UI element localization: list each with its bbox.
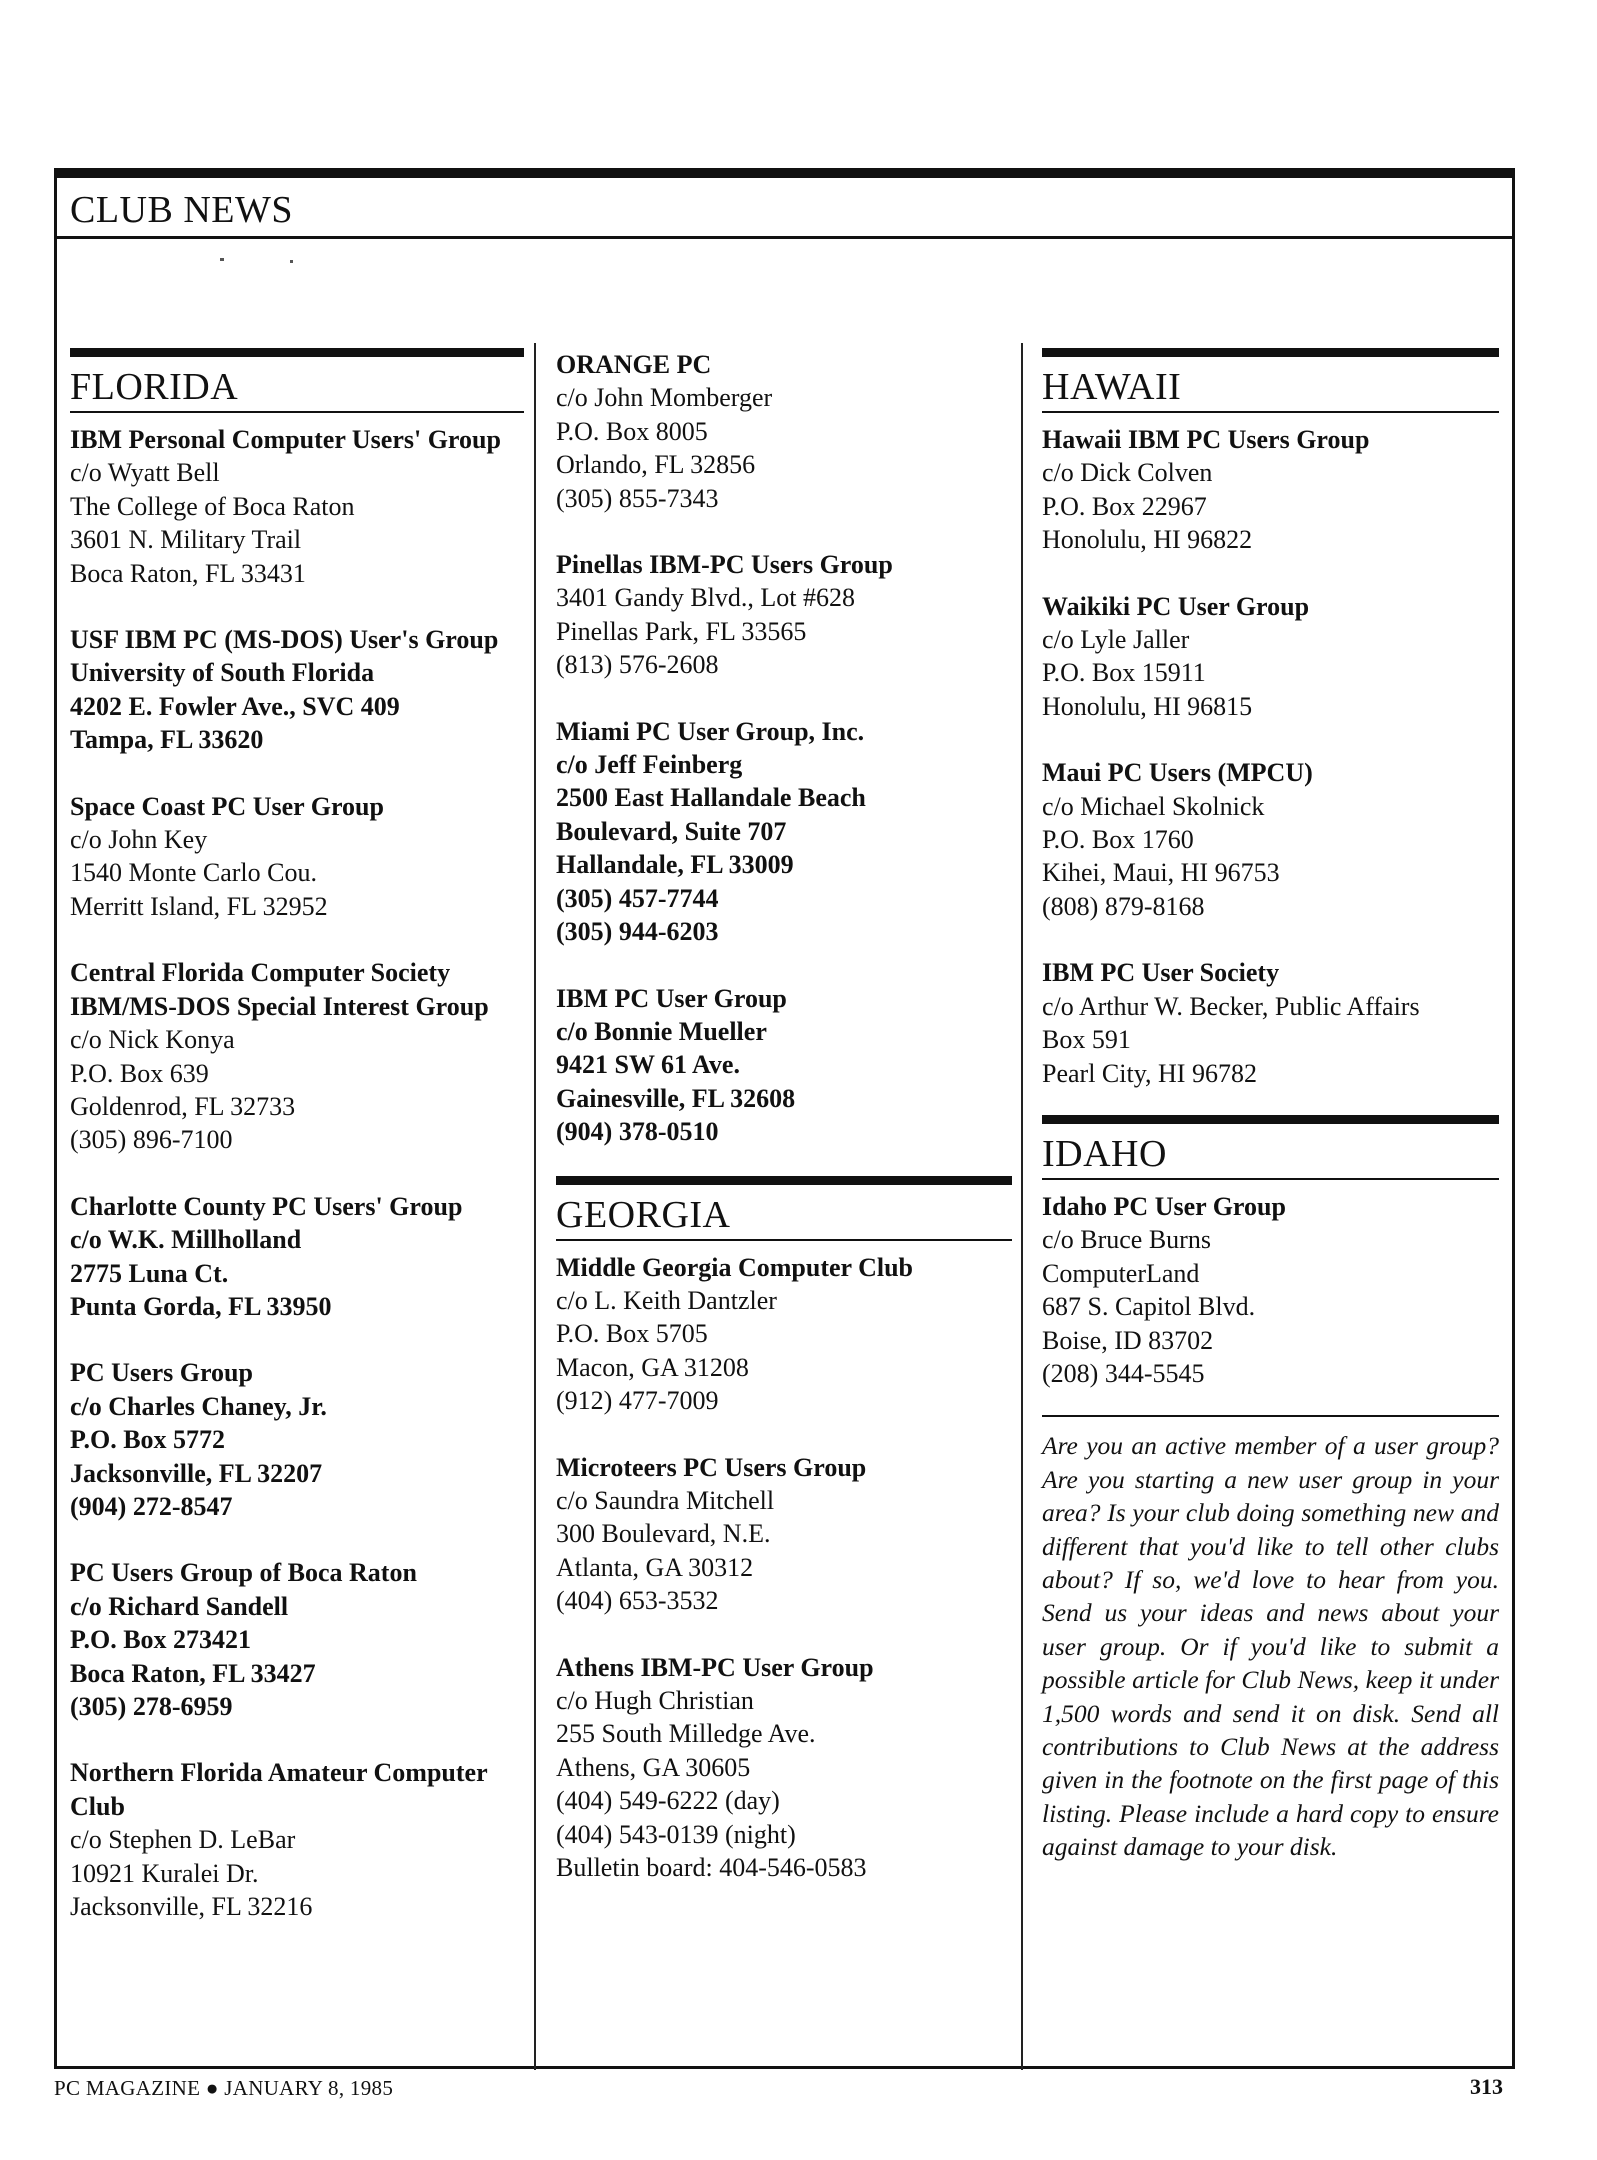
address-line: c/o Bonnie Mueller xyxy=(556,1016,767,1046)
club-name: IBM PC User Group xyxy=(556,983,787,1013)
georgia-section xyxy=(556,1176,1012,1885)
address-line: 2775 Luna Ct. xyxy=(70,1258,229,1288)
section-rule xyxy=(70,348,524,357)
address-line: 10921 Kuralei Dr. xyxy=(70,1858,259,1888)
address-line: ComputerLand xyxy=(1042,1258,1200,1288)
address-line: P.O. Box 639 xyxy=(70,1058,209,1088)
address-line: (404) 653-3532 xyxy=(556,1586,719,1616)
address-line: c/o Nick Konya xyxy=(70,1025,235,1055)
address-line: (404) 549-6222 (day) xyxy=(556,1786,780,1816)
address-line: P.O. Box 5705 xyxy=(556,1319,708,1349)
address-line: 1540 Monte Carlo Cou. xyxy=(70,858,317,888)
section-title: GEORGIA xyxy=(556,1185,1012,1241)
club-entry xyxy=(70,1190,524,1324)
header-bar xyxy=(57,178,1512,239)
address-line: (912) 477-7009 xyxy=(556,1386,719,1416)
address-line: 300 Boulevard, N.E. xyxy=(556,1519,771,1549)
hawaii-entries xyxy=(1042,423,1499,1090)
address-line: Boca Raton, FL 33431 xyxy=(70,558,306,588)
column-2 xyxy=(556,348,1012,1917)
address-line: (305) 855-7343 xyxy=(556,483,719,513)
address-line: (813) 576-2608 xyxy=(556,650,719,680)
address-line: c/o Stephen D. LeBar xyxy=(70,1825,296,1855)
address-line: c/o Arthur W. Becker, Public Affairs xyxy=(1042,991,1420,1021)
address-line: Hallandale, FL 33009 xyxy=(556,850,794,880)
section-rule xyxy=(556,1176,1012,1185)
club-entry xyxy=(1042,756,1499,923)
address-line: Bulletin board: 404-546-0583 xyxy=(556,1853,867,1883)
club-entry xyxy=(70,423,524,590)
club-name: USF IBM PC (MS-DOS) User's Group xyxy=(70,625,499,655)
submission-note: Are you an active member of a user group? Are you starting a new user group in your area? Is your club doing something new and different that you'd like to tell other clubs about? If so, we'd love to hear from you. Send us your ideas and news about your user group. Or if you'd like to submit a possible article for Club News, keep it under 1,500 words and send it on disk. Send all contributions to Club News at the address given in the footnote on the first page of this listing. Please include a hard copy to ensure against damage to your disk. xyxy=(1042,1415,1499,1863)
address-line: Honolulu, HI 96822 xyxy=(1042,525,1253,555)
address-line: c/o Bruce Burns xyxy=(1042,1225,1211,1255)
club-entry xyxy=(1042,956,1499,1090)
address-line: P.O. Box 15911 xyxy=(1042,658,1206,688)
club-entry xyxy=(556,1651,1012,1885)
club-entry xyxy=(70,1556,524,1723)
florida-entries xyxy=(70,423,524,1923)
club-entry xyxy=(556,1251,1012,1418)
address-line: c/o W.K. Millholland xyxy=(70,1225,302,1255)
idaho-entries xyxy=(1042,1190,1499,1390)
column-divider xyxy=(534,343,536,2070)
club-entry xyxy=(70,1756,524,1923)
address-line: 255 South Milledge Ave. xyxy=(556,1719,816,1749)
club-name: Charlotte County PC Users' Group xyxy=(70,1191,463,1221)
address-line: 687 S. Capitol Blvd. xyxy=(1042,1292,1256,1322)
address-line: Kihei, Maui, HI 96753 xyxy=(1042,858,1280,888)
section-title: FLORIDA xyxy=(70,357,524,413)
club-entry xyxy=(556,348,1012,515)
address-line: (904) 272-8547 xyxy=(70,1491,233,1521)
address-line: Merritt Island, FL 32952 xyxy=(70,891,328,921)
address-line: 9421 SW 61 Ave. xyxy=(556,1050,740,1080)
club-name: Idaho PC User Group xyxy=(1042,1191,1286,1221)
address-line: c/o Hugh Christian xyxy=(556,1686,754,1715)
address-line: c/o Lyle Jaller xyxy=(1042,625,1190,655)
club-name: Northern Florida Amateur Computer Club xyxy=(70,1758,488,1821)
print-specks xyxy=(220,258,300,268)
club-name: Pinellas IBM-PC Users Group xyxy=(556,550,893,580)
club-entry xyxy=(70,623,524,757)
address-line: (305) 278-6959 xyxy=(70,1692,233,1721)
address-line: c/o Saundra Mitchell xyxy=(556,1485,775,1515)
address-line: Pinellas Park, FL 33565 xyxy=(556,616,807,646)
club-name: Middle Georgia Computer Club xyxy=(556,1252,914,1282)
address-line: P.O. Box 5772 xyxy=(70,1425,226,1455)
address-line: The College of Boca Raton xyxy=(70,491,355,521)
section-title: HAWAII xyxy=(1042,357,1499,413)
hawaii-section xyxy=(1042,348,1499,1090)
address-line: Macon, GA 31208 xyxy=(556,1352,749,1382)
address-line: 2500 East Hallandale Beach xyxy=(556,783,866,813)
club-name: IBM PC User Society xyxy=(1042,958,1280,988)
address-line: Boca Raton, FL 33427 xyxy=(70,1658,316,1688)
address-line: Goldenrod, FL 32733 xyxy=(70,1091,296,1121)
club-name: Microteers PC Users Group xyxy=(556,1452,867,1482)
footer-page-number: 313 xyxy=(1470,2074,1503,2099)
address-line: (305) 944-6203 xyxy=(556,917,719,947)
address-line: 3601 N. Military Trail xyxy=(70,525,302,555)
club-entry xyxy=(556,1451,1012,1618)
page-title: CLUB NEWS xyxy=(70,189,293,231)
section-rule xyxy=(1042,1115,1499,1124)
club-name: Maui PC Users (MPCU) xyxy=(1042,758,1313,788)
footer-publication: PC MAGAZINE ● JANUARY 8, 1985 xyxy=(54,2076,394,2100)
address-line: (808) 879-8168 xyxy=(1042,891,1205,921)
georgia-entries xyxy=(556,1251,1012,1885)
idaho-section xyxy=(1042,1115,1499,1390)
address-line: c/o Wyatt Bell xyxy=(70,458,220,488)
address-line: c/o John Key xyxy=(70,825,208,855)
club-entry xyxy=(70,1356,524,1523)
club-name: Hawaii IBM PC Users Group xyxy=(1042,425,1370,454)
address-line: 3401 Gandy Blvd., Lot #628 xyxy=(556,583,855,613)
address-line: Gainesville, FL 32608 xyxy=(556,1083,796,1113)
address-line: Boulevard, Suite 707 xyxy=(556,816,787,846)
address-line: (208) 344-5545 xyxy=(1042,1358,1205,1388)
address-line: P.O. Box 22967 xyxy=(1042,491,1207,521)
address-line: P.O. Box 273421 xyxy=(70,1625,252,1655)
address-line: c/o Richard Sandell xyxy=(70,1591,289,1621)
address-line: Athens, GA 30605 xyxy=(556,1752,751,1782)
address-line: Pearl City, HI 96782 xyxy=(1042,1058,1257,1088)
address-line: Boise, ID 83702 xyxy=(1042,1325,1214,1355)
address-line: (404) 543-0139 (night) xyxy=(556,1819,796,1849)
address-line: c/o Michael Skolnick xyxy=(1042,791,1265,821)
address-line: (305) 457-7744 xyxy=(556,883,719,913)
address-line: (305) 896-7100 xyxy=(70,1125,233,1155)
section-title: IDAHO xyxy=(1042,1124,1499,1180)
club-entry xyxy=(556,548,1012,682)
club-name: IBM Personal Computer Users' Group xyxy=(70,425,501,454)
address-line: Jacksonville, FL 32207 xyxy=(70,1458,323,1488)
address-line: Tampa, FL 33620 xyxy=(70,725,264,755)
club-name: Miami PC User Group, Inc. xyxy=(556,716,865,746)
address-line: University of South Florida xyxy=(70,658,375,688)
club-name: Central Florida Computer Society IBM/MS-DOS Special Interest Group xyxy=(70,958,489,1021)
address-line: c/o Dick Colven xyxy=(1042,458,1213,488)
address-line: Atlanta, GA 30312 xyxy=(556,1552,754,1582)
column-divider xyxy=(1021,343,1023,2070)
club-name: Space Coast PC User Group xyxy=(70,791,384,821)
address-line: Orlando, FL 32856 xyxy=(556,450,756,480)
club-name: PC Users Group of Boca Raton xyxy=(70,1558,417,1588)
club-entry xyxy=(1042,590,1499,724)
club-entry xyxy=(70,956,524,1156)
address-line: (904) 378-0510 xyxy=(556,1117,719,1147)
club-entry xyxy=(1042,1190,1499,1390)
club-name: ORANGE PC xyxy=(556,350,712,379)
club-entry xyxy=(1042,423,1499,557)
address-line: c/o John Momberger xyxy=(556,383,773,413)
section-rule xyxy=(1042,348,1499,357)
club-name: PC Users Group xyxy=(70,1358,253,1388)
address-line: c/o Charles Chaney, Jr. xyxy=(70,1391,327,1421)
address-line: Honolulu, HI 96815 xyxy=(1042,691,1253,721)
address-line: c/o Jeff Feinberg xyxy=(556,750,743,780)
club-entry xyxy=(556,982,1012,1149)
address-line: Punta Gorda, FL 33950 xyxy=(70,1291,332,1321)
club-entry xyxy=(556,715,1012,949)
address-line: 4202 E. Fowler Ave., SVC 409 xyxy=(70,691,400,721)
florida-continued-entries xyxy=(556,348,1012,1149)
club-name: Athens IBM-PC User Group xyxy=(556,1652,874,1682)
address-line: c/o L. Keith Dantzler xyxy=(556,1285,777,1315)
club-entry xyxy=(70,790,524,924)
florida-section xyxy=(70,348,524,1923)
column-1 xyxy=(70,348,524,1956)
column-3 xyxy=(1042,348,1499,1864)
address-line: P.O. Box 8005 xyxy=(556,416,708,446)
address-line: Jacksonville, FL 32216 xyxy=(70,1892,313,1922)
address-line: Box 591 xyxy=(1042,1025,1131,1055)
address-line: P.O. Box 1760 xyxy=(1042,825,1194,855)
club-name: Waikiki PC User Group xyxy=(1042,591,1310,621)
